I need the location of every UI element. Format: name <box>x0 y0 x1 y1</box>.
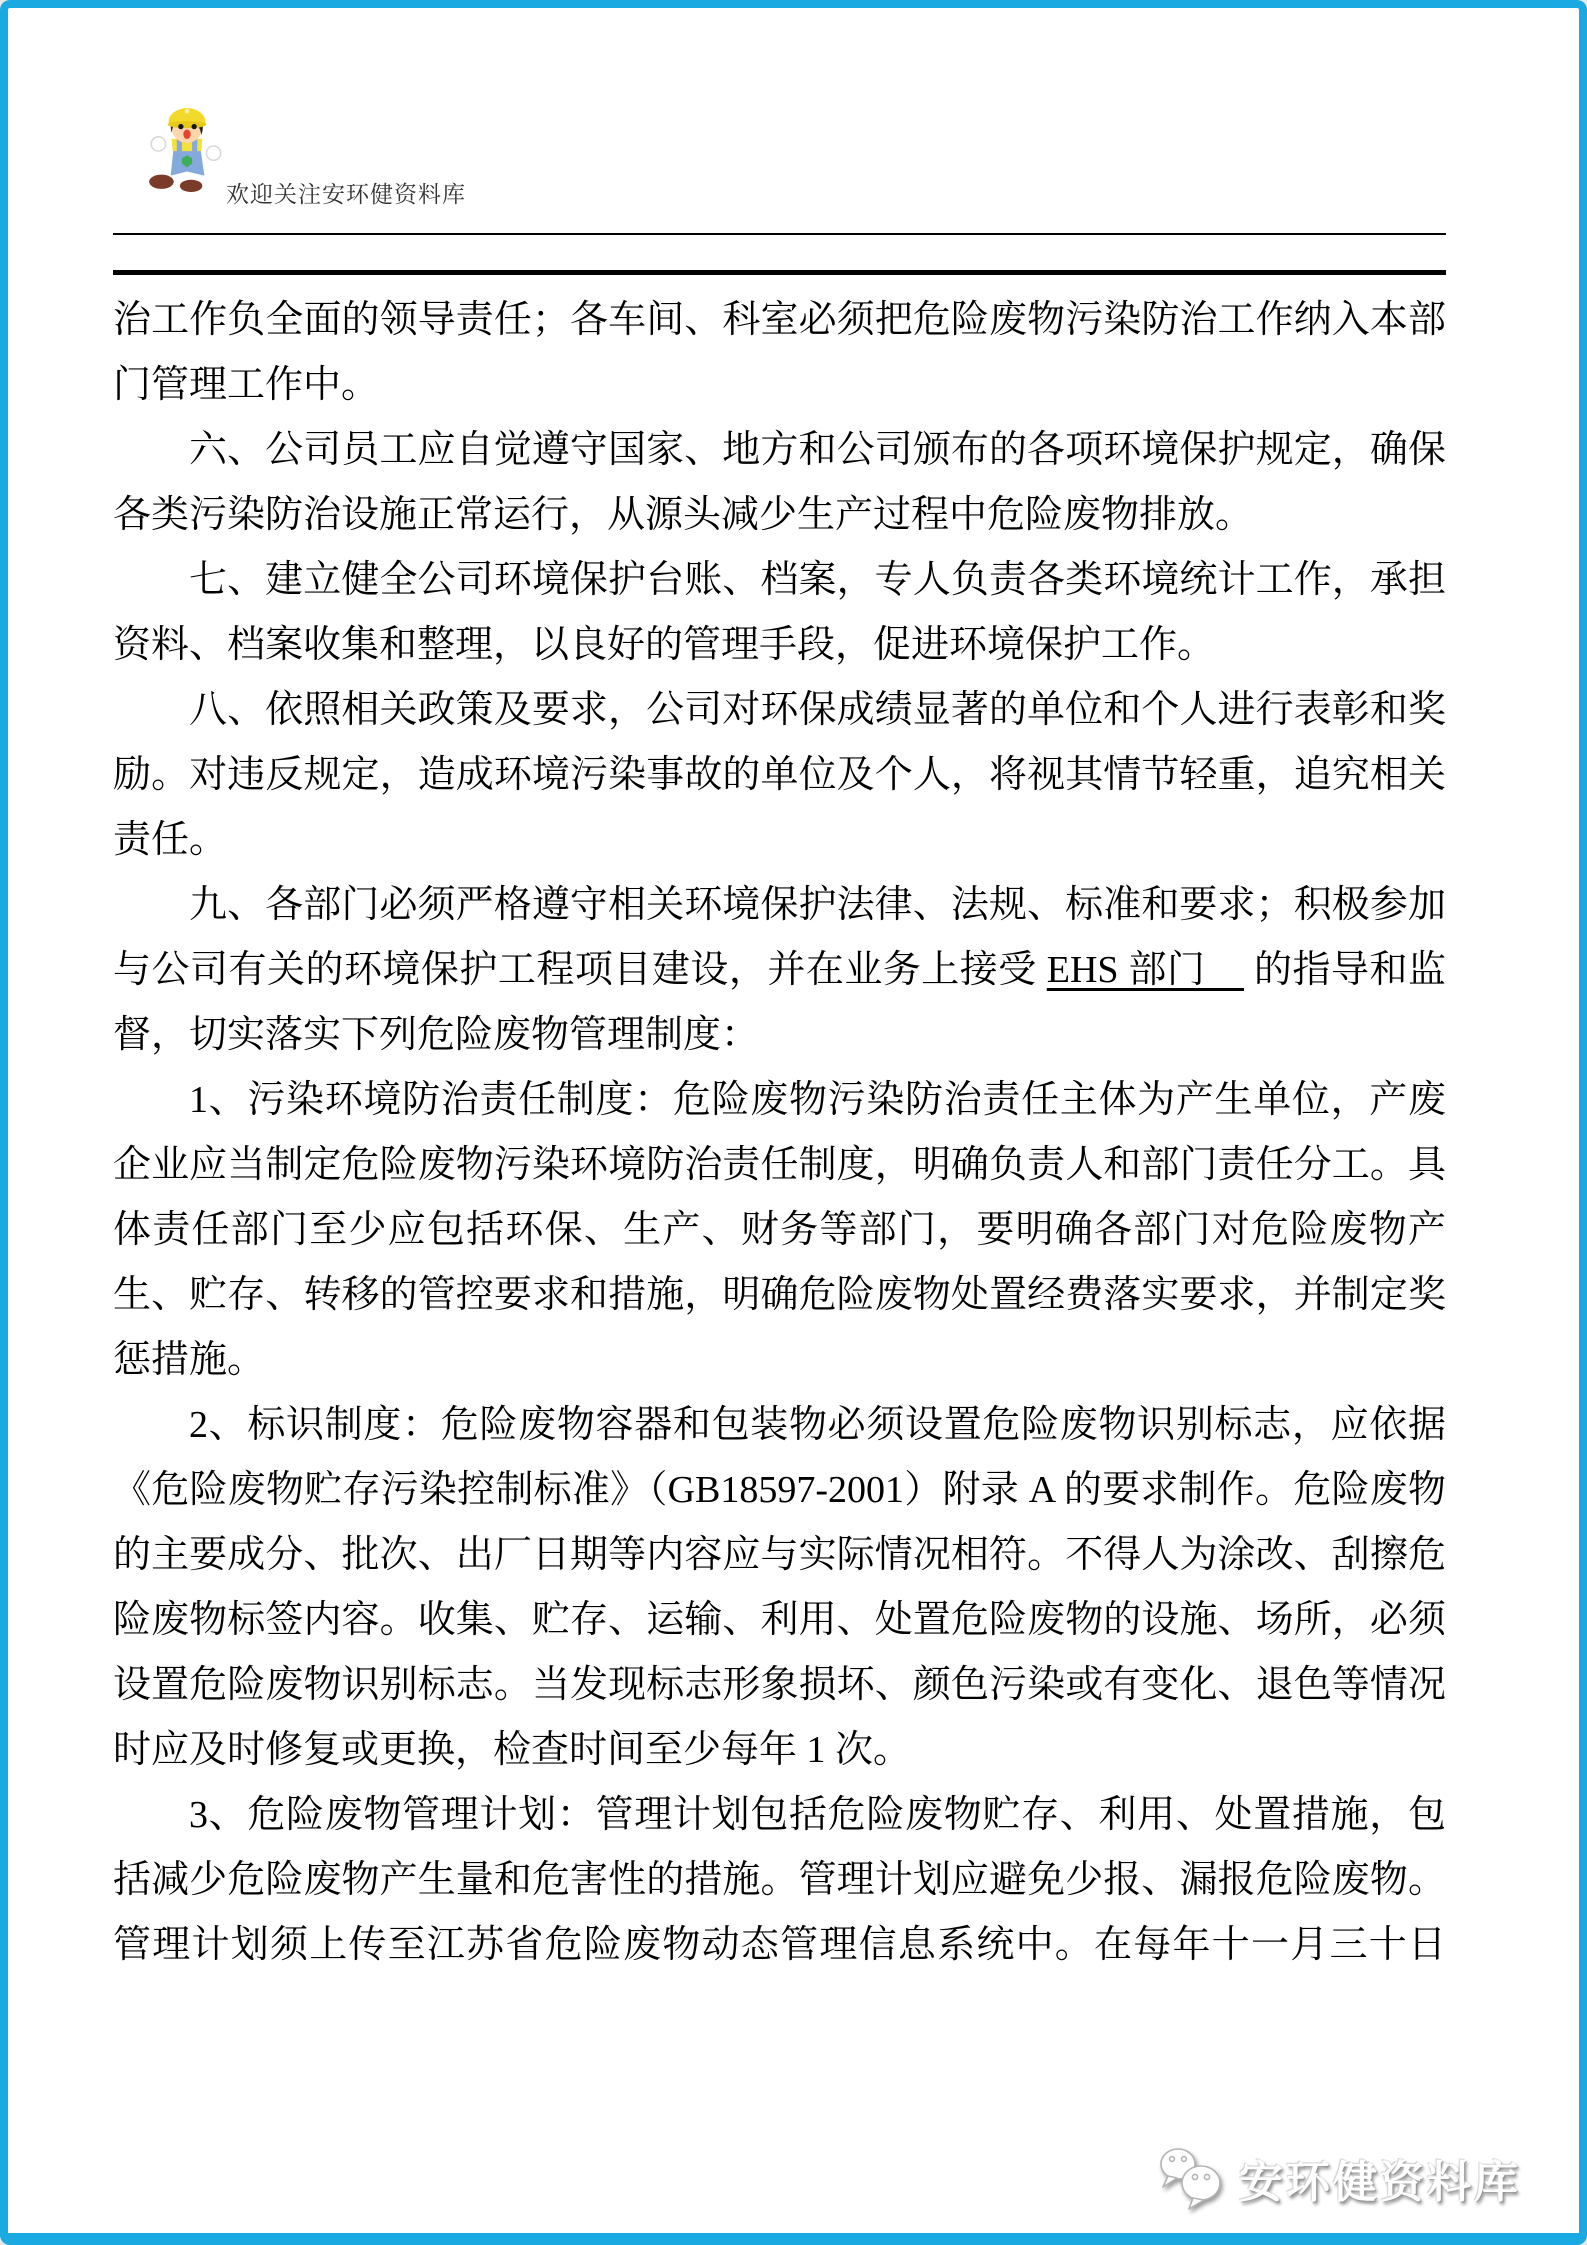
safety-worker-mascot-icon <box>146 100 228 192</box>
document-body <box>113 288 1446 1978</box>
paragraph-text: 七、建立健全公司环境保护台账、档案，专人负责各类环境统计工作，承担资料、档案收集和整理，以良好的管理手段，促进环境保护工作。 <box>113 559 1446 666</box>
paragraph-text: 2、标识制度：危险废物容器和包装物必须设置危险废物识别标志，应依据《危险废物贮存污染控制标准》（GB18597-2001）附录 A 的要求制作。危险废物的主要成分、批次、出厂日期等内容应与实际情况相符。不得人为涂改、刮擦危险废物标签内容。收集、贮存、运输、利用、处置危险废物的设施、场所，必须设置危险废物识别标志。当发现标志形象损坏、颜色污染或有变化、退色等情况时应及时修复或更换，检查时间至少每年 1 次。 <box>113 1404 1446 1771</box>
paragraph-text: 1、污染环境防治责任制度：危险废物污染防治责任主体为产生单位，产废企业应当制定危险废物污染环境防治责任制度，明确负责人和部门责任分工。具体责任部门至少应包括环保、生产、财务等部门，要明确各部门对危险废物产生、贮存、转移的管控要求和措施，明确危险废物处置经费落实要求，并制定奖惩措施。 <box>113 1079 1446 1381</box>
paragraph-text: 八、依照相关政策及要求，公司对环保成绩显著的单位和个人进行表彰和奖励。对违反规定，造成环境污染事故的单位及个人，将视其情节轻重，追究相关责任。 <box>113 689 1446 861</box>
header-rule-thin <box>113 233 1446 235</box>
header-rule-thick <box>113 270 1446 275</box>
paragraph-text: 治工作负全面的领导责任；各车间、科室必须把危险废物污染防治工作纳入本部门管理工作中。 <box>113 299 1446 406</box>
footer-brand <box>1155 2143 1521 2213</box>
document-paragraph <box>113 418 1446 548</box>
document-paragraph <box>113 1783 1446 1978</box>
document-paragraph <box>113 1068 1446 1393</box>
document-paragraph <box>113 548 1446 678</box>
document-paragraph <box>113 1393 1446 1783</box>
ehs-underlined-text: EHS 部门 <box>1046 949 1245 991</box>
paragraph-text: 六、公司员工应自觉遵守国家、地方和公司颁布的各项环境保护规定，确保各类污染防治设施正常运行，从源头减少生产过程中危险废物排放。 <box>113 429 1446 536</box>
document-paragraph <box>113 678 1446 873</box>
paragraph-text: 3、危险废物管理计划：管理计划包括危险废物贮存、利用、处置措施，包括减少危险废物产生量和危害性的措施。管理计划应避免少报、漏报危险废物。管理计划须上传至江苏省危险废物动态管理信息系统中。在每年十一月三十日 <box>113 1794 1446 1966</box>
wechat-icon <box>1155 2143 1225 2213</box>
document-paragraph <box>113 288 1446 418</box>
paragraph-text: 的指导和监督，切实落实下列危险废物管理制度： <box>113 949 1446 1056</box>
footer-brand-text: 安环健资料库 <box>1239 2158 1521 2207</box>
paragraph-text: 九、各部门必须严格遵守相关环境保护法律、法规、标准和要求；积极参加与公司有关的环境保护工程项目建设，并在业务上接受 <box>113 884 1446 991</box>
document-paragraph <box>113 873 1446 1068</box>
header-brand-text: 欢迎关注安环健资料库 <box>226 182 466 207</box>
